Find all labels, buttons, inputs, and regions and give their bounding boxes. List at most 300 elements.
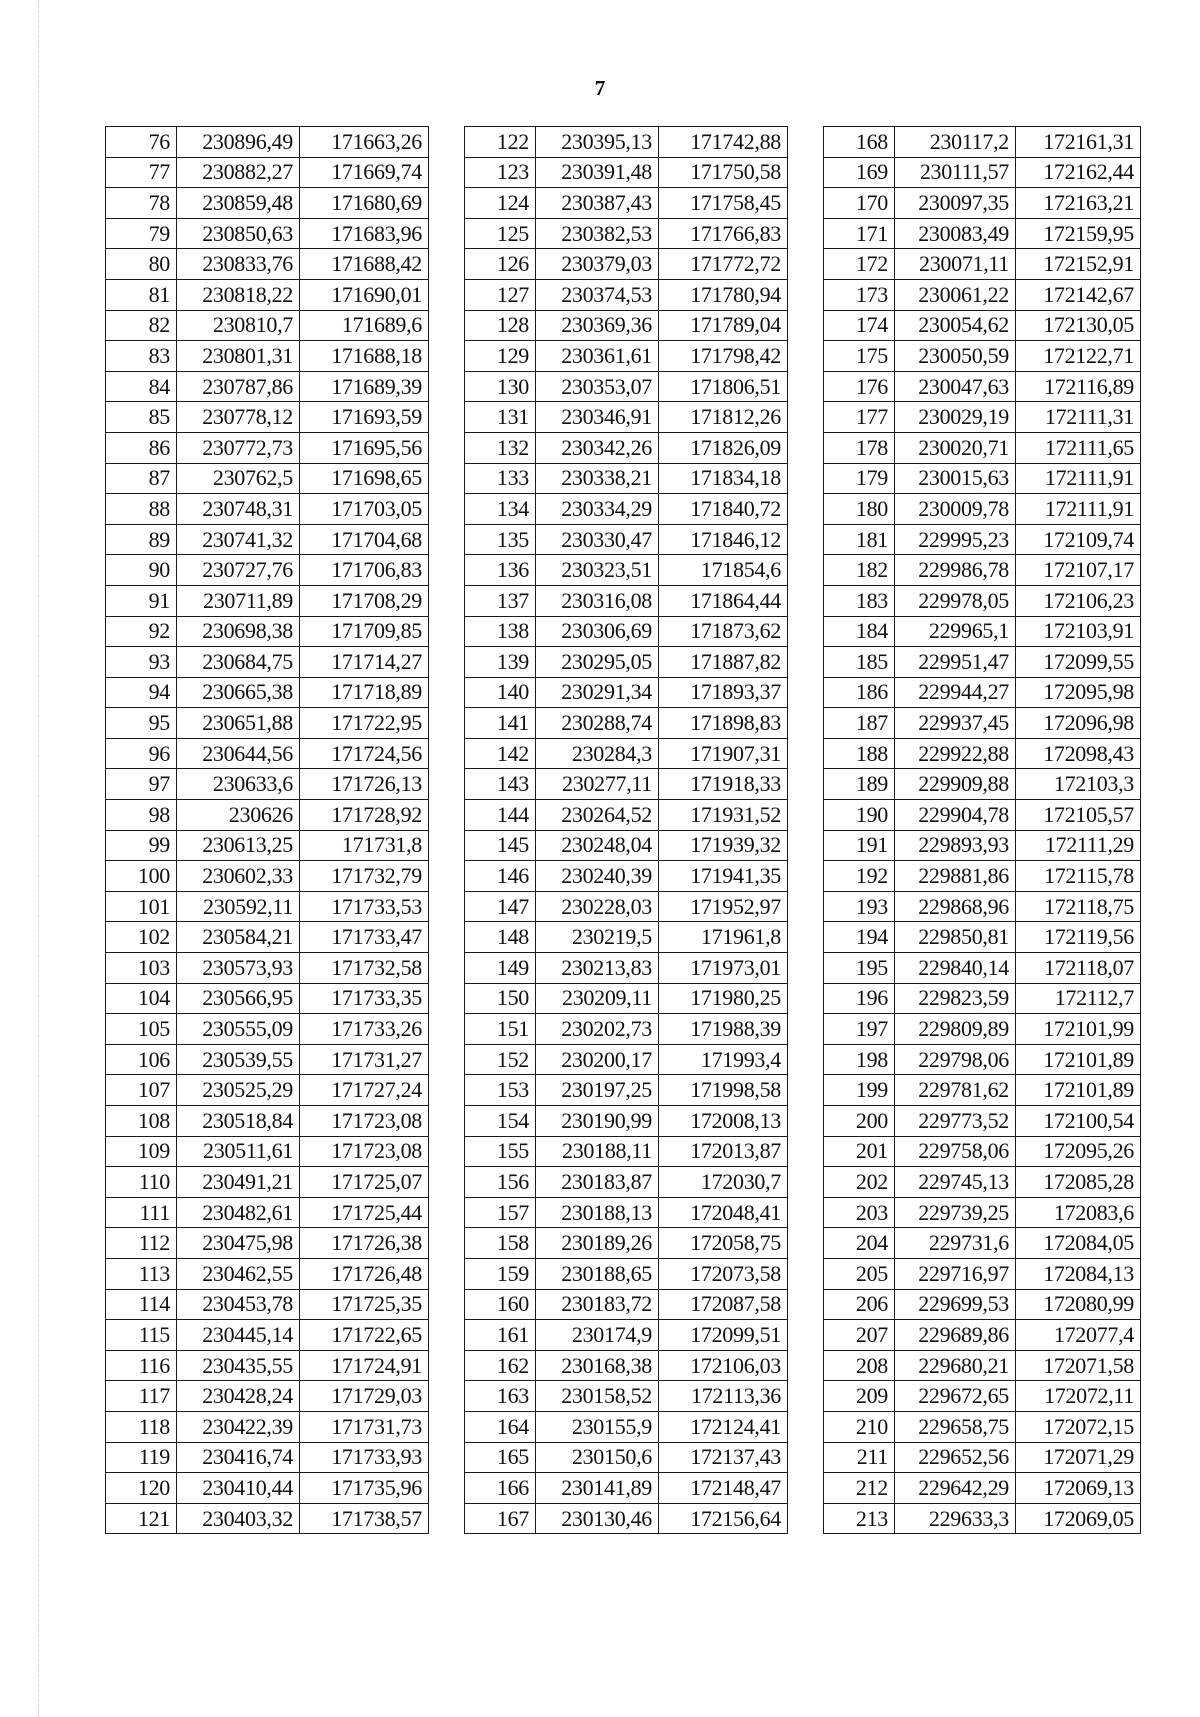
y-coordinate-cell: 171780,94 — [659, 279, 788, 310]
point-number-cell: 177 — [824, 402, 895, 433]
table-row — [106, 1442, 429, 1473]
x-coordinate-cell: 229944,27 — [895, 677, 1016, 708]
x-coordinate-cell: 229672,65 — [895, 1381, 1016, 1412]
table-row — [465, 1503, 788, 1534]
point-number-cell: 179 — [824, 463, 895, 494]
table-row — [465, 463, 788, 494]
point-number-cell: 132 — [465, 432, 536, 463]
table-row — [465, 800, 788, 831]
table-row — [465, 494, 788, 525]
point-number-cell: 143 — [465, 769, 536, 800]
point-number-cell: 135 — [465, 524, 536, 555]
point-number-cell: 159 — [465, 1258, 536, 1289]
table-row — [465, 218, 788, 249]
table-row — [106, 1014, 429, 1045]
table-row — [824, 1014, 1141, 1045]
x-coordinate-cell: 230202,73 — [536, 1014, 659, 1045]
y-coordinate-cell: 171931,52 — [659, 800, 788, 831]
table-row — [824, 1197, 1141, 1228]
y-coordinate-cell: 172111,31 — [1016, 402, 1141, 433]
x-coordinate-cell: 230316,08 — [536, 585, 659, 616]
point-number-cell: 180 — [824, 494, 895, 525]
y-coordinate-cell: 172107,17 — [1016, 555, 1141, 586]
point-number-cell: 186 — [824, 677, 895, 708]
y-coordinate-cell: 172119,56 — [1016, 922, 1141, 953]
table-row — [106, 861, 429, 892]
point-number-cell: 127 — [465, 279, 536, 310]
y-coordinate-cell: 171840,72 — [659, 494, 788, 525]
x-coordinate-cell: 229781,62 — [895, 1075, 1016, 1106]
table-row — [465, 983, 788, 1014]
table-row — [465, 1289, 788, 1320]
point-number-cell: 195 — [824, 953, 895, 984]
y-coordinate-cell: 171798,42 — [659, 341, 788, 372]
point-number-cell: 94 — [106, 677, 177, 708]
point-number-cell: 161 — [465, 1320, 536, 1351]
point-number-cell: 190 — [824, 800, 895, 831]
table-row — [465, 127, 788, 158]
point-number-cell: 162 — [465, 1350, 536, 1381]
x-coordinate-cell: 230518,84 — [177, 1106, 300, 1137]
table-row — [106, 1167, 429, 1198]
y-coordinate-cell: 172095,98 — [1016, 677, 1141, 708]
table-row — [465, 402, 788, 433]
table-row — [824, 647, 1141, 678]
x-coordinate-cell: 230833,76 — [177, 249, 300, 280]
table-row — [106, 616, 429, 647]
table-row — [824, 800, 1141, 831]
point-number-cell: 171 — [824, 218, 895, 249]
point-number-cell: 212 — [824, 1473, 895, 1504]
x-coordinate-cell: 230150,6 — [536, 1442, 659, 1473]
table-row — [106, 585, 429, 616]
table-row — [824, 402, 1141, 433]
y-coordinate-cell: 171887,82 — [659, 647, 788, 678]
point-number-cell: 97 — [106, 769, 177, 800]
point-number-cell: 145 — [465, 830, 536, 861]
point-number-cell: 208 — [824, 1350, 895, 1381]
y-coordinate-cell: 172116,89 — [1016, 371, 1141, 402]
y-coordinate-cell: 172122,71 — [1016, 341, 1141, 372]
table-row — [465, 1106, 788, 1137]
y-coordinate-cell: 172083,6 — [1016, 1197, 1141, 1228]
x-coordinate-cell: 229798,06 — [895, 1044, 1016, 1075]
point-number-cell: 182 — [824, 555, 895, 586]
point-number-cell: 88 — [106, 494, 177, 525]
y-coordinate-cell: 172099,51 — [659, 1320, 788, 1351]
table-row — [824, 1228, 1141, 1259]
y-coordinate-cell: 172159,95 — [1016, 218, 1141, 249]
y-coordinate-cell: 171731,27 — [300, 1044, 429, 1075]
table-row — [106, 402, 429, 433]
y-coordinate-cell: 171725,44 — [300, 1197, 429, 1228]
x-coordinate-cell: 230189,26 — [536, 1228, 659, 1259]
point-number-cell: 122 — [465, 127, 536, 158]
x-coordinate-cell: 229850,81 — [895, 922, 1016, 953]
x-coordinate-cell: 230850,63 — [177, 218, 300, 249]
coordinates-table-3 — [823, 126, 1141, 1534]
table-row — [106, 310, 429, 341]
table-row — [824, 1503, 1141, 1534]
x-coordinate-cell: 229995,23 — [895, 524, 1016, 555]
y-coordinate-cell: 171704,68 — [300, 524, 429, 555]
y-coordinate-cell: 171772,72 — [659, 249, 788, 280]
point-number-cell: 147 — [465, 891, 536, 922]
x-coordinate-cell: 230240,39 — [536, 861, 659, 892]
y-coordinate-cell: 171726,48 — [300, 1258, 429, 1289]
y-coordinate-cell: 171733,53 — [300, 891, 429, 922]
y-coordinate-cell: 171941,35 — [659, 861, 788, 892]
point-number-cell: 176 — [824, 371, 895, 402]
point-number-cell: 150 — [465, 983, 536, 1014]
table-row — [824, 188, 1141, 219]
table-row — [106, 1228, 429, 1259]
point-number-cell: 187 — [824, 708, 895, 739]
x-coordinate-cell: 229840,14 — [895, 953, 1016, 984]
table-row — [824, 677, 1141, 708]
table-row — [824, 1075, 1141, 1106]
x-coordinate-cell: 230183,72 — [536, 1289, 659, 1320]
point-number-cell: 118 — [106, 1411, 177, 1442]
x-coordinate-cell: 230387,43 — [536, 188, 659, 219]
x-coordinate-cell: 230818,22 — [177, 279, 300, 310]
table-row — [465, 830, 788, 861]
x-coordinate-cell: 230555,09 — [177, 1014, 300, 1045]
table-row — [465, 738, 788, 769]
table-row — [106, 1503, 429, 1534]
x-coordinate-cell: 230684,75 — [177, 647, 300, 678]
y-coordinate-cell: 171961,8 — [659, 922, 788, 953]
x-coordinate-cell: 230395,13 — [536, 127, 659, 158]
x-coordinate-cell: 230422,39 — [177, 1411, 300, 1442]
x-coordinate-cell: 229699,53 — [895, 1289, 1016, 1320]
x-coordinate-cell: 230050,59 — [895, 341, 1016, 372]
x-coordinate-cell: 229893,93 — [895, 830, 1016, 861]
x-coordinate-cell: 230462,55 — [177, 1258, 300, 1289]
x-coordinate-cell: 230029,19 — [895, 402, 1016, 433]
x-coordinate-cell: 229731,6 — [895, 1228, 1016, 1259]
y-coordinate-cell: 172137,43 — [659, 1442, 788, 1473]
table-row — [465, 310, 788, 341]
table-row — [465, 1411, 788, 1442]
point-number-cell: 204 — [824, 1228, 895, 1259]
x-coordinate-cell: 230334,29 — [536, 494, 659, 525]
table-row — [465, 1136, 788, 1167]
point-number-cell: 100 — [106, 861, 177, 892]
x-coordinate-cell: 230219,5 — [536, 922, 659, 953]
x-coordinate-cell: 230882,27 — [177, 157, 300, 188]
point-number-cell: 167 — [465, 1503, 536, 1534]
y-coordinate-cell: 172113,36 — [659, 1381, 788, 1412]
point-number-cell: 153 — [465, 1075, 536, 1106]
table-row — [824, 616, 1141, 647]
x-coordinate-cell: 229823,59 — [895, 983, 1016, 1014]
x-coordinate-cell: 230584,21 — [177, 922, 300, 953]
y-coordinate-cell: 171918,33 — [659, 769, 788, 800]
table-row — [465, 188, 788, 219]
point-number-cell: 114 — [106, 1289, 177, 1320]
point-number-cell: 156 — [465, 1167, 536, 1198]
point-number-cell: 198 — [824, 1044, 895, 1075]
point-number-cell: 101 — [106, 891, 177, 922]
y-coordinate-cell: 171733,93 — [300, 1442, 429, 1473]
point-number-cell: 142 — [465, 738, 536, 769]
y-coordinate-cell: 172103,3 — [1016, 769, 1141, 800]
table-row — [106, 983, 429, 1014]
y-coordinate-cell: 172073,58 — [659, 1258, 788, 1289]
y-coordinate-cell: 171726,13 — [300, 769, 429, 800]
y-coordinate-cell: 171973,01 — [659, 953, 788, 984]
point-number-cell: 102 — [106, 922, 177, 953]
y-coordinate-cell: 172069,13 — [1016, 1473, 1141, 1504]
x-coordinate-cell: 230141,89 — [536, 1473, 659, 1504]
table-row — [465, 1442, 788, 1473]
table-row — [106, 738, 429, 769]
point-number-cell: 79 — [106, 218, 177, 249]
point-number-cell: 155 — [465, 1136, 536, 1167]
point-number-cell: 111 — [106, 1197, 177, 1228]
point-number-cell: 133 — [465, 463, 536, 494]
x-coordinate-cell: 230361,61 — [536, 341, 659, 372]
point-number-cell: 105 — [106, 1014, 177, 1045]
table-row — [465, 279, 788, 310]
y-coordinate-cell: 171826,09 — [659, 432, 788, 463]
y-coordinate-cell: 172118,07 — [1016, 953, 1141, 984]
table-row — [106, 1381, 429, 1412]
y-coordinate-cell: 172072,15 — [1016, 1411, 1141, 1442]
x-coordinate-cell: 230475,98 — [177, 1228, 300, 1259]
point-number-cell: 107 — [106, 1075, 177, 1106]
x-coordinate-cell: 230644,56 — [177, 738, 300, 769]
y-coordinate-cell: 171723,08 — [300, 1136, 429, 1167]
y-coordinate-cell: 172152,91 — [1016, 249, 1141, 280]
y-coordinate-cell: 172101,89 — [1016, 1075, 1141, 1106]
point-number-cell: 124 — [465, 188, 536, 219]
x-coordinate-cell: 230284,3 — [536, 738, 659, 769]
point-number-cell: 77 — [106, 157, 177, 188]
point-number-cell: 108 — [106, 1106, 177, 1137]
y-coordinate-cell: 172111,91 — [1016, 494, 1141, 525]
y-coordinate-cell: 172163,21 — [1016, 188, 1141, 219]
y-coordinate-cell: 172142,67 — [1016, 279, 1141, 310]
point-number-cell: 141 — [465, 708, 536, 739]
table-row — [106, 1473, 429, 1504]
x-coordinate-cell: 230197,25 — [536, 1075, 659, 1106]
table-row — [465, 769, 788, 800]
point-number-cell: 120 — [106, 1473, 177, 1504]
point-number-cell: 96 — [106, 738, 177, 769]
point-number-cell: 138 — [465, 616, 536, 647]
y-coordinate-cell: 171683,96 — [300, 218, 429, 249]
table-row — [824, 463, 1141, 494]
table-row — [106, 953, 429, 984]
table-row — [106, 218, 429, 249]
point-number-cell: 154 — [465, 1106, 536, 1137]
table-row — [106, 830, 429, 861]
x-coordinate-cell: 230071,11 — [895, 249, 1016, 280]
x-coordinate-cell: 229739,25 — [895, 1197, 1016, 1228]
y-coordinate-cell: 172096,98 — [1016, 708, 1141, 739]
table-row — [106, 524, 429, 555]
x-coordinate-cell: 230698,38 — [177, 616, 300, 647]
x-coordinate-cell: 230382,53 — [536, 218, 659, 249]
y-coordinate-cell: 172084,05 — [1016, 1228, 1141, 1259]
table-row — [465, 1473, 788, 1504]
table-row — [106, 279, 429, 310]
y-coordinate-cell: 171758,45 — [659, 188, 788, 219]
y-coordinate-cell: 171812,26 — [659, 402, 788, 433]
scan-margin-line — [38, 0, 39, 1717]
x-coordinate-cell: 229809,89 — [895, 1014, 1016, 1045]
table-row — [824, 1320, 1141, 1351]
point-number-cell: 139 — [465, 647, 536, 678]
y-coordinate-cell: 172111,29 — [1016, 830, 1141, 861]
table-row — [465, 1197, 788, 1228]
x-coordinate-cell: 229909,88 — [895, 769, 1016, 800]
table-row — [824, 341, 1141, 372]
x-coordinate-cell: 229633,3 — [895, 1503, 1016, 1534]
point-number-cell: 131 — [465, 402, 536, 433]
x-coordinate-cell: 229904,78 — [895, 800, 1016, 831]
point-number-cell: 184 — [824, 616, 895, 647]
y-coordinate-cell: 171689,39 — [300, 371, 429, 402]
table-row — [824, 953, 1141, 984]
y-coordinate-cell: 172101,89 — [1016, 1044, 1141, 1075]
x-coordinate-cell: 230200,17 — [536, 1044, 659, 1075]
point-number-cell: 183 — [824, 585, 895, 616]
y-coordinate-cell: 171688,18 — [300, 341, 429, 372]
y-coordinate-cell: 172105,57 — [1016, 800, 1141, 831]
x-coordinate-cell: 230379,03 — [536, 249, 659, 280]
x-coordinate-cell: 229716,97 — [895, 1258, 1016, 1289]
x-coordinate-cell: 230015,63 — [895, 463, 1016, 494]
x-coordinate-cell: 230748,31 — [177, 494, 300, 525]
point-number-cell: 193 — [824, 891, 895, 922]
x-coordinate-cell: 230602,33 — [177, 861, 300, 892]
x-coordinate-cell: 229978,05 — [895, 585, 1016, 616]
x-coordinate-cell: 230778,12 — [177, 402, 300, 433]
point-number-cell: 106 — [106, 1044, 177, 1075]
y-coordinate-cell: 172124,41 — [659, 1411, 788, 1442]
point-number-cell: 188 — [824, 738, 895, 769]
table-row — [824, 1411, 1141, 1442]
table-row — [106, 157, 429, 188]
x-coordinate-cell: 230117,2 — [895, 127, 1016, 158]
x-coordinate-cell: 230342,26 — [536, 432, 659, 463]
point-number-cell: 175 — [824, 341, 895, 372]
y-coordinate-cell: 171723,08 — [300, 1106, 429, 1137]
y-coordinate-cell: 172112,7 — [1016, 983, 1141, 1014]
y-coordinate-cell: 172087,58 — [659, 1289, 788, 1320]
table-row — [106, 1320, 429, 1351]
y-coordinate-cell: 171766,83 — [659, 218, 788, 249]
y-coordinate-cell: 171846,12 — [659, 524, 788, 555]
point-number-cell: 213 — [824, 1503, 895, 1534]
table-row — [106, 1411, 429, 1442]
x-coordinate-cell: 229937,45 — [895, 708, 1016, 739]
x-coordinate-cell: 230435,55 — [177, 1350, 300, 1381]
x-coordinate-cell: 230573,93 — [177, 953, 300, 984]
y-coordinate-cell: 171939,32 — [659, 830, 788, 861]
table-row — [465, 341, 788, 372]
y-coordinate-cell: 171742,88 — [659, 127, 788, 158]
point-number-cell: 116 — [106, 1350, 177, 1381]
table-row — [106, 555, 429, 586]
table-row — [824, 494, 1141, 525]
table-row — [106, 800, 429, 831]
y-coordinate-cell: 171695,56 — [300, 432, 429, 463]
table-row — [106, 249, 429, 280]
table-row — [465, 953, 788, 984]
y-coordinate-cell: 171731,73 — [300, 1411, 429, 1442]
table-row — [465, 555, 788, 586]
x-coordinate-cell: 230248,04 — [536, 830, 659, 861]
point-number-cell: 144 — [465, 800, 536, 831]
table-row — [465, 524, 788, 555]
table-row — [465, 708, 788, 739]
y-coordinate-cell: 171980,25 — [659, 983, 788, 1014]
y-coordinate-cell: 172080,99 — [1016, 1289, 1141, 1320]
x-coordinate-cell: 230741,32 — [177, 524, 300, 555]
y-coordinate-cell: 172130,05 — [1016, 310, 1141, 341]
x-coordinate-cell: 229965,1 — [895, 616, 1016, 647]
x-coordinate-cell: 229642,29 — [895, 1473, 1016, 1504]
table-row — [465, 1258, 788, 1289]
table-row — [465, 585, 788, 616]
y-coordinate-cell: 171893,37 — [659, 677, 788, 708]
x-coordinate-cell: 230896,49 — [177, 127, 300, 158]
table-row — [824, 218, 1141, 249]
y-coordinate-cell: 172013,87 — [659, 1136, 788, 1167]
x-coordinate-cell: 230651,88 — [177, 708, 300, 739]
table-row — [824, 1381, 1141, 1412]
point-number-cell: 98 — [106, 800, 177, 831]
point-number-cell: 92 — [106, 616, 177, 647]
table-row — [106, 1106, 429, 1137]
y-coordinate-cell: 172071,29 — [1016, 1442, 1141, 1473]
y-coordinate-cell: 171731,8 — [300, 830, 429, 861]
point-number-cell: 199 — [824, 1075, 895, 1106]
point-number-cell: 128 — [465, 310, 536, 341]
point-number-cell: 115 — [106, 1320, 177, 1351]
table-row — [465, 1320, 788, 1351]
point-number-cell: 168 — [824, 127, 895, 158]
point-number-cell: 76 — [106, 127, 177, 158]
table-row — [465, 677, 788, 708]
y-coordinate-cell: 171693,59 — [300, 402, 429, 433]
point-number-cell: 158 — [465, 1228, 536, 1259]
y-coordinate-cell: 171732,79 — [300, 861, 429, 892]
x-coordinate-cell: 230174,9 — [536, 1320, 659, 1351]
x-coordinate-cell: 229680,21 — [895, 1350, 1016, 1381]
table-row — [824, 861, 1141, 892]
table-row — [106, 1075, 429, 1106]
x-coordinate-cell: 230410,44 — [177, 1473, 300, 1504]
x-coordinate-cell: 230511,61 — [177, 1136, 300, 1167]
x-coordinate-cell: 230228,03 — [536, 891, 659, 922]
point-number-cell: 157 — [465, 1197, 536, 1228]
x-coordinate-cell: 229986,78 — [895, 555, 1016, 586]
table-row — [824, 983, 1141, 1014]
point-number-cell: 90 — [106, 555, 177, 586]
x-coordinate-cell: 230762,5 — [177, 463, 300, 494]
table-row — [106, 494, 429, 525]
x-coordinate-cell: 230369,36 — [536, 310, 659, 341]
table-row — [106, 1289, 429, 1320]
coordinates-table-2 — [464, 126, 788, 1534]
y-coordinate-cell: 171698,65 — [300, 463, 429, 494]
coordinates-table-1 — [105, 126, 429, 1534]
